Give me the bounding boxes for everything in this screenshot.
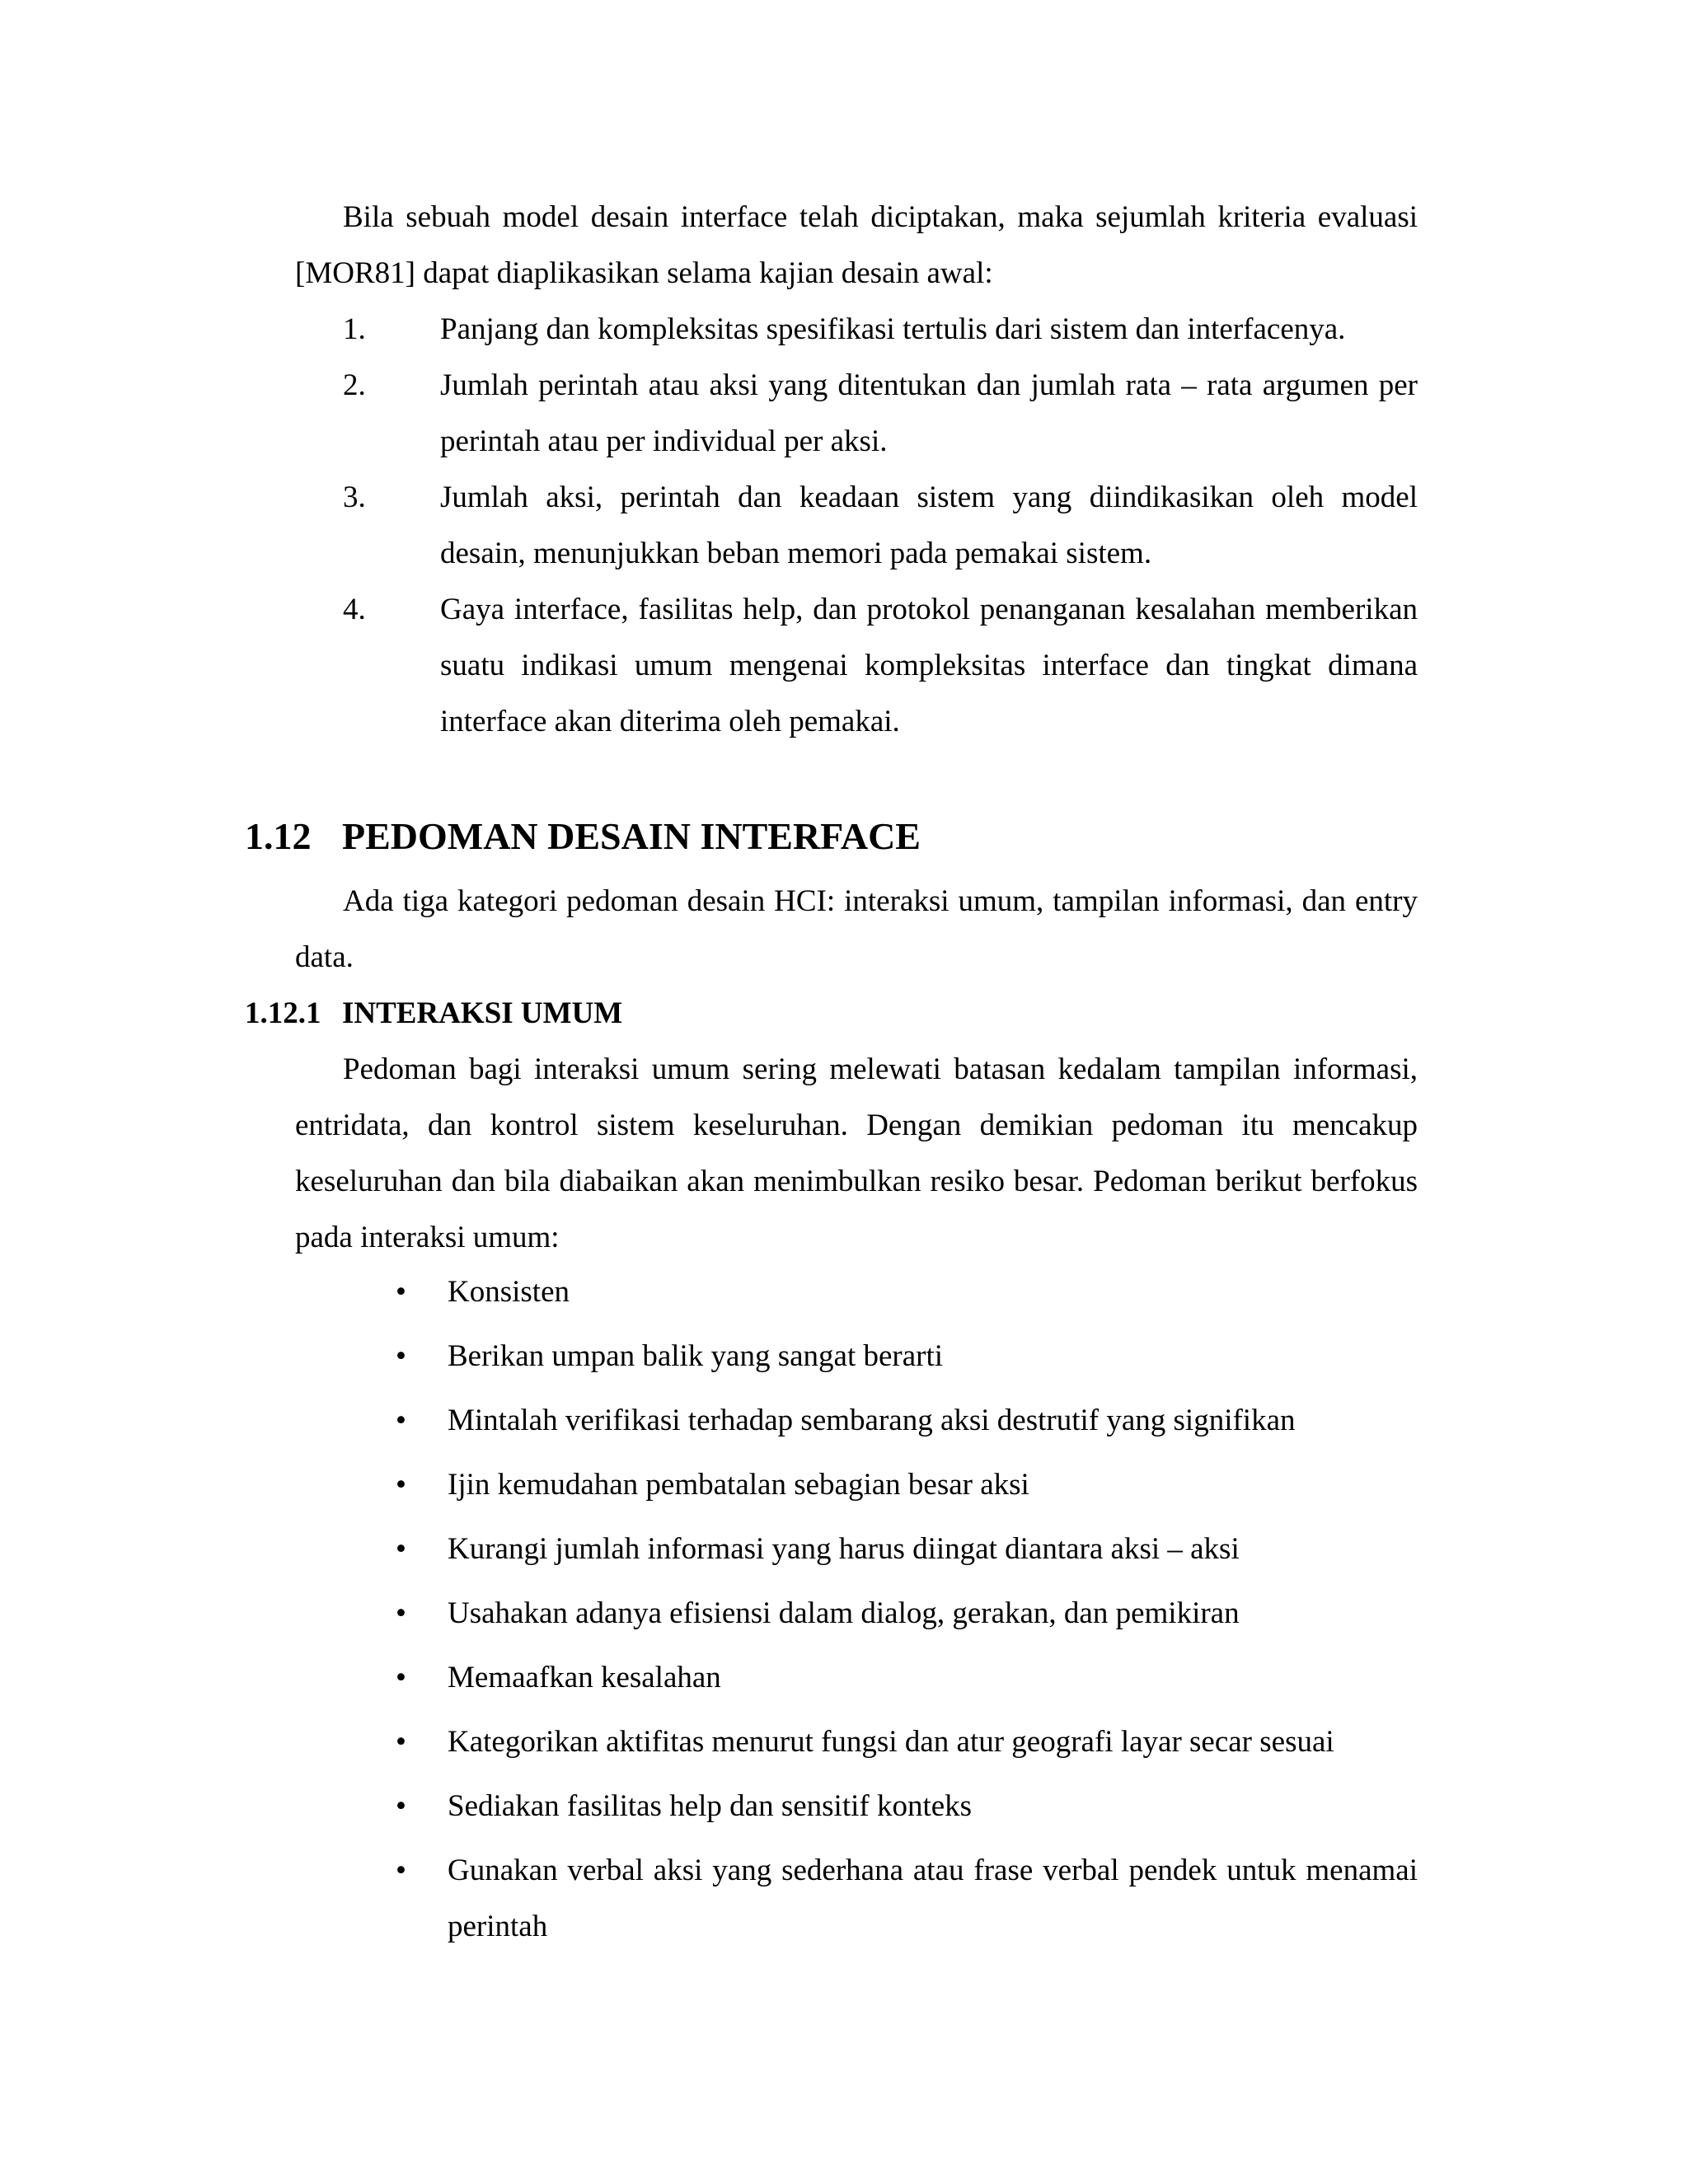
list-item [396, 1521, 1418, 1577]
subsection-number: 1.12.1 [245, 996, 321, 1030]
list-item-text: Memaafkan kesalahan [448, 1661, 721, 1694]
guidelines-list [396, 1264, 1418, 1963]
list-item-text: Berikan umpan balik yang sangat berarti [448, 1339, 944, 1373]
list-item [396, 1329, 1418, 1385]
list-number: 2. [343, 368, 366, 402]
list-item-text: Kategorikan aktifitas menurut fungsi dan atur geografi layar secar sesuai [448, 1725, 1334, 1759]
subsection-paragraph: Pedoman bagi interaksi umum sering melewati batasan kedalam tampilan informasi, entridata, dan kontrol sistem keseluruhan. Dengan demikian pedoman itu mencakup keseluruhan dan bila diabaikan akan menimbulkan resiko besar. Pedoman berikut berfokus pada interaksi umum: [295, 1052, 1418, 1254]
list-item-text: Mintalah verifikasi terhadap sembarang aksi destrutif yang signifikan [448, 1404, 1296, 1437]
bullet-icon: • [396, 1339, 406, 1373]
list-item [396, 1586, 1418, 1642]
section-heading [245, 808, 921, 865]
bullet-icon: • [396, 1596, 406, 1630]
list-item [396, 1264, 1418, 1320]
list-item-text: Gunakan verbal aksi yang sederhana atau frase verbal pendek untuk menamai perintah [448, 1854, 1418, 1943]
list-item [396, 1393, 1418, 1449]
list-number: 3. [343, 480, 366, 514]
list-item [396, 1714, 1418, 1770]
list-item [396, 1779, 1418, 1835]
section-paragraph: Ada tiga kategori pedoman desain HCI: interaksi umum, tampilan informasi, dan entry data. [295, 884, 1418, 974]
bullet-icon: • [396, 1404, 406, 1437]
list-item-text: Usahakan adanya efisiensi dalam dialog, gerakan, dan pemikiran [448, 1596, 1240, 1630]
list-item-text: Panjang dan kompleksitas spesifikasi tertulis dari sistem dan interfacenya. [440, 312, 1346, 346]
list-item-text: Jumlah aksi, perintah dan keadaan sistem yang diindikasikan oleh model desain, menunjukkan beban memori pada pemakai sistem. [440, 480, 1418, 570]
bullet-icon: • [396, 1854, 406, 1887]
bullet-icon: • [396, 1468, 406, 1502]
list-number: 4. [343, 593, 366, 626]
list-item [396, 1843, 1418, 1955]
list-item [295, 358, 1418, 470]
list-item-text: Kurangi jumlah informasi yang harus diingat diantara aksi – aksi [448, 1532, 1240, 1566]
subsection-title: INTERAKSI UMUM [342, 996, 623, 1030]
section-number: 1.12 [245, 815, 312, 857]
list-item [396, 1650, 1418, 1706]
list-item-text: Ijin kemudahan pembatalan sebagian besar aksi [448, 1468, 1029, 1502]
list-item-text: Gaya interface, fasilitas help, dan protokol penanganan kesalahan memberikan suatu indikasi umum mengenai kompleksitas interface dan tingkat dimana interface akan diterima oleh pemakai. [440, 593, 1418, 738]
list-item-text: Sediakan fasilitas help dan sensitif konteks [448, 1789, 973, 1823]
list-item-text: Konsisten [448, 1275, 570, 1309]
bullet-icon: • [396, 1725, 406, 1759]
list-item [396, 1457, 1418, 1513]
bullet-icon: • [396, 1789, 406, 1823]
list-item-text: Jumlah perintah atau aksi yang ditentukan dan jumlah rata – rata argumen per perintah atau per individual per aksi. [440, 368, 1418, 458]
bullet-icon: • [396, 1275, 406, 1309]
section-title: PEDOMAN DESAIN INTERFACE [342, 815, 921, 857]
bullet-icon: • [396, 1661, 406, 1694]
intro-paragraph: Bila sebuah model desain interface telah diciptakan, maka sejumlah kriteria evaluasi [MOR81] dapat diaplikasikan selama kajian desain awal: [295, 200, 1418, 290]
list-item [295, 582, 1418, 750]
list-number: 1. [343, 312, 366, 346]
bullet-icon: • [396, 1532, 406, 1566]
list-item [295, 302, 1418, 358]
evaluation-criteria-list [295, 302, 1418, 750]
list-item [295, 470, 1418, 582]
subsection-heading [245, 986, 622, 1042]
